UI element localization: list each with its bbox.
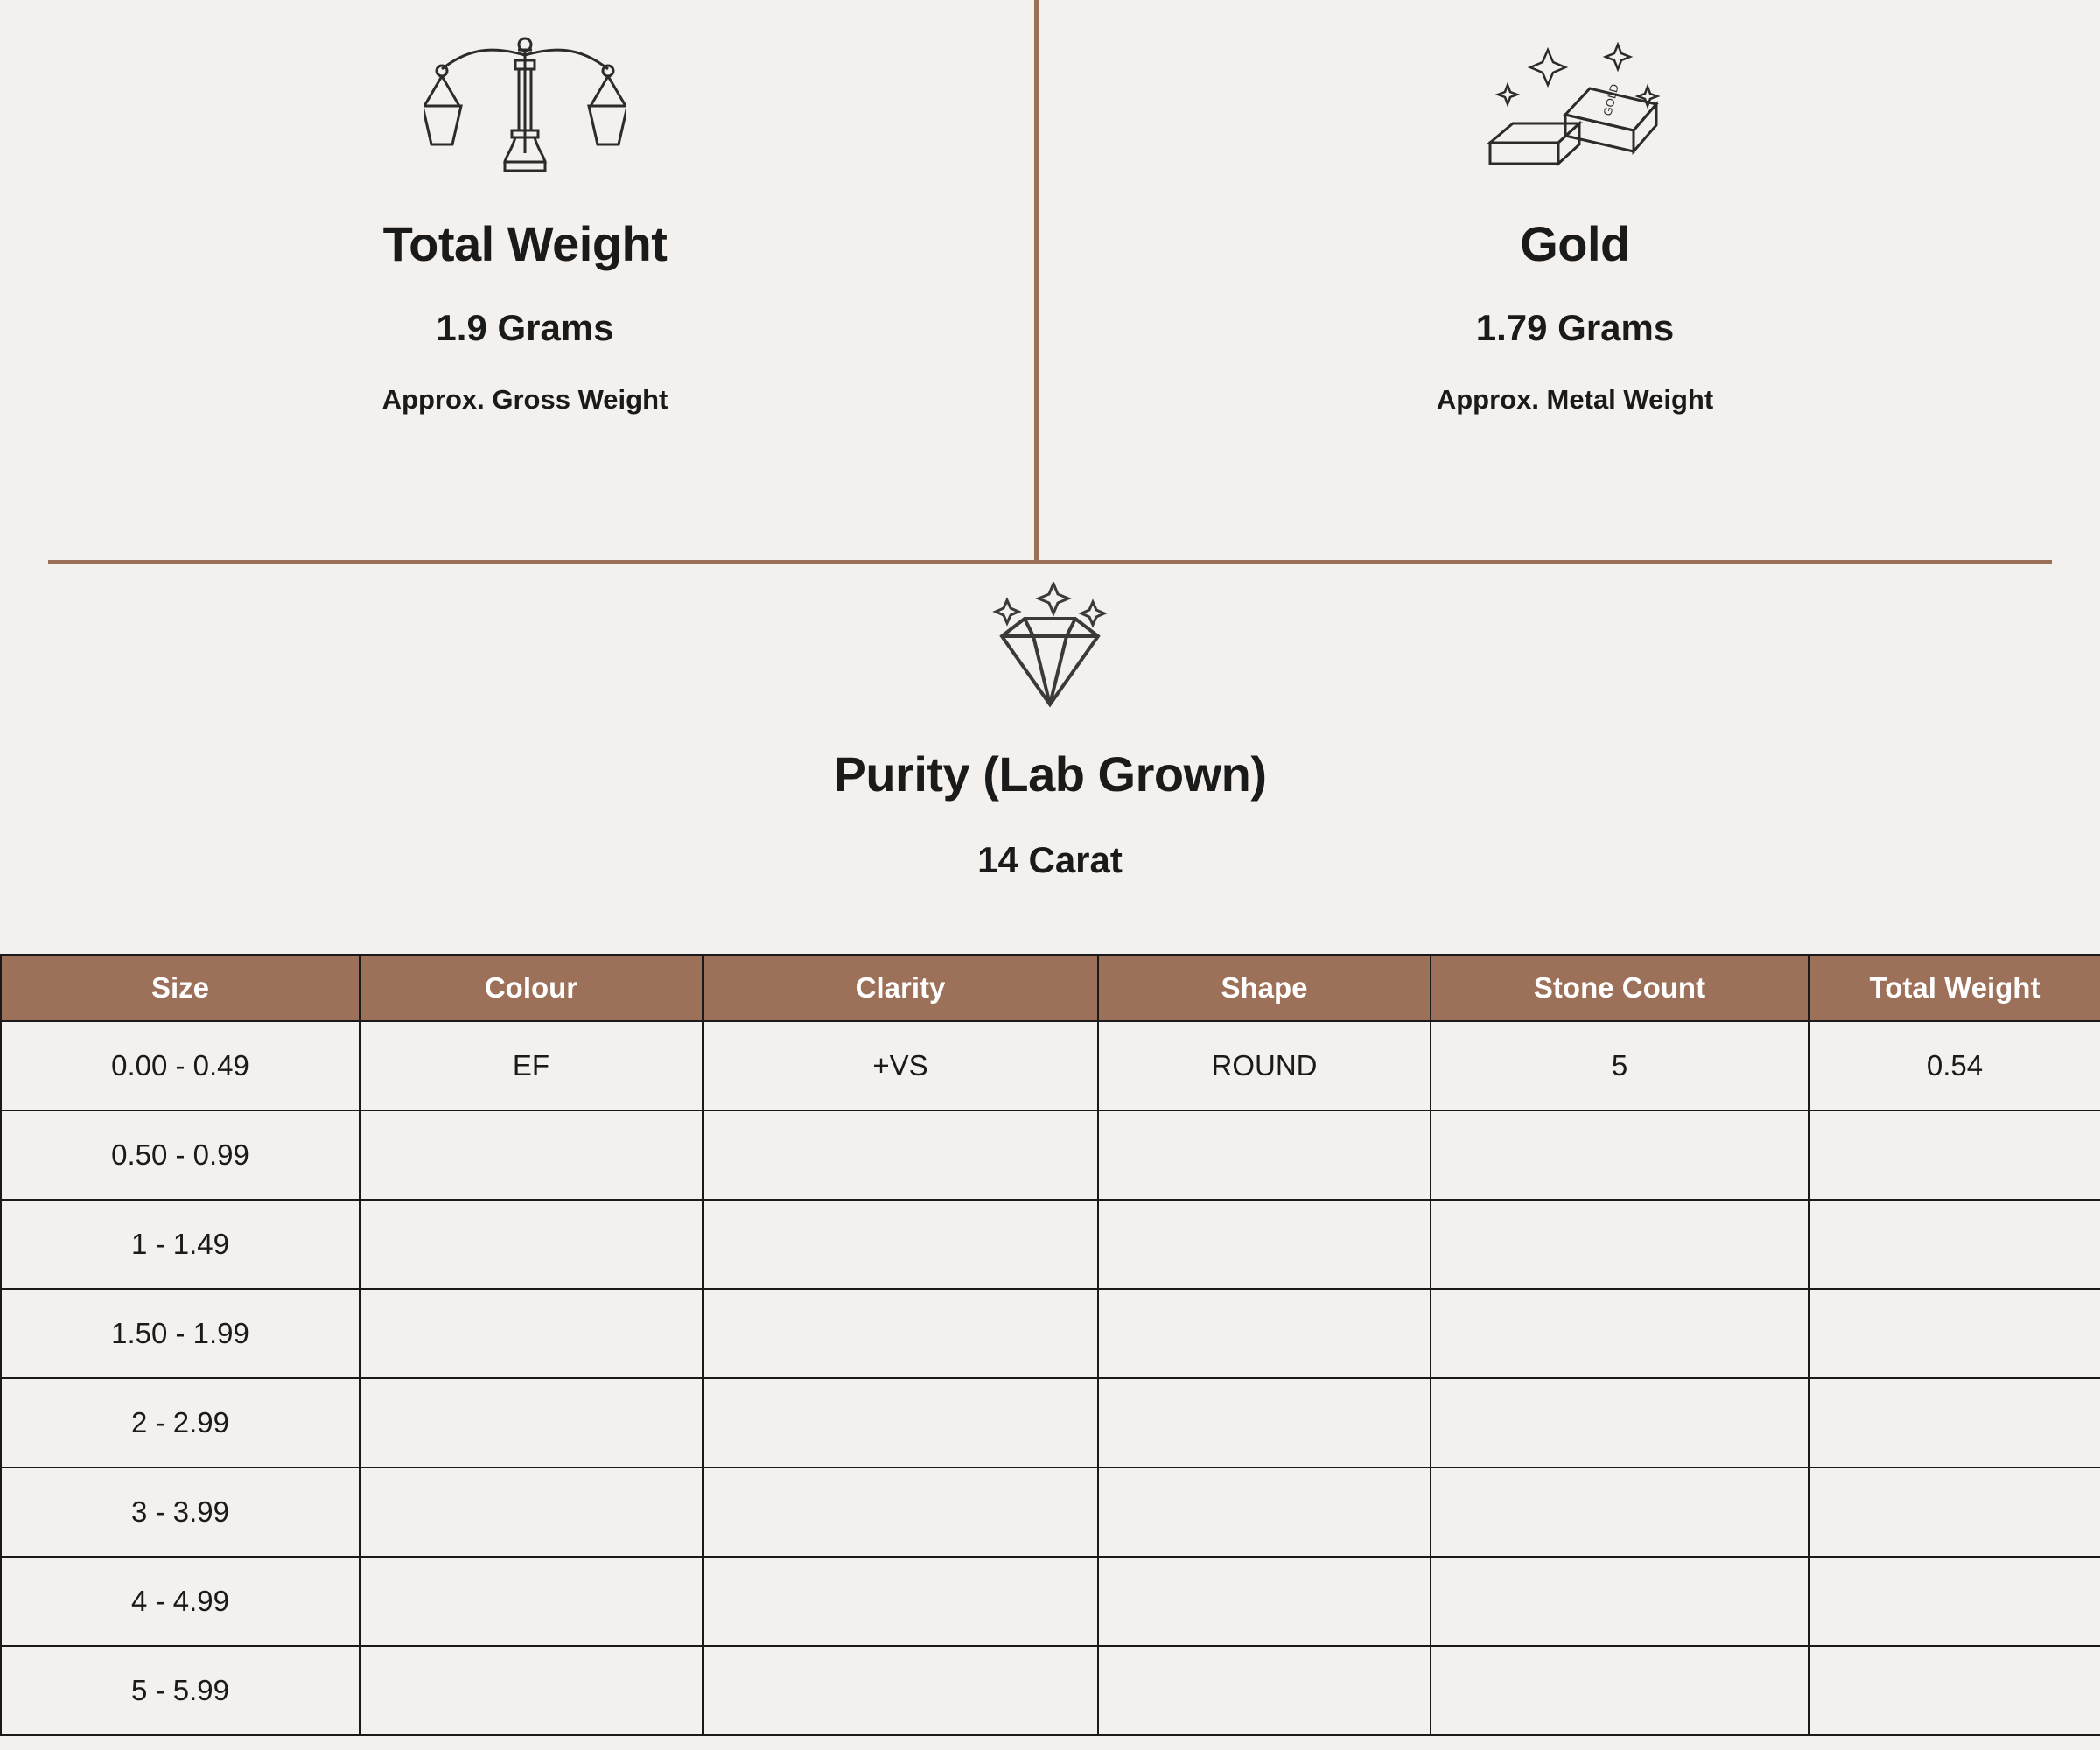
cell-shape <box>1098 1378 1431 1467</box>
cell-size: 0.50 - 0.99 <box>1 1110 360 1200</box>
column-header-colour: Colour <box>360 955 703 1021</box>
cell-stone-count: 5 <box>1431 1021 1809 1110</box>
cell-size: 2 - 2.99 <box>1 1378 360 1467</box>
table-row <box>1 1467 2100 1557</box>
column-header-total-weight: Total Weight <box>1809 955 2100 1021</box>
table-row <box>1 1289 2100 1378</box>
cell-shape <box>1098 1110 1431 1200</box>
cell-stone-count <box>1431 1200 1809 1289</box>
cell-size: 1.50 - 1.99 <box>1 1289 360 1378</box>
gold-bars-icon <box>1474 26 1676 201</box>
cell-clarity <box>703 1557 1098 1646</box>
cell-stone-count <box>1431 1557 1809 1646</box>
column-header-clarity: Clarity <box>703 955 1098 1021</box>
balance-scale-icon <box>424 26 626 201</box>
block-value: 1.9 Grams <box>436 306 614 348</box>
cell-clarity <box>703 1646 1098 1735</box>
table-row <box>1 1378 2100 1467</box>
cell-total-weight: 0.54 <box>1809 1021 2100 1110</box>
cell-clarity <box>703 1467 1098 1557</box>
cell-clarity <box>703 1289 1098 1378</box>
top-summary-section <box>0 0 2100 560</box>
block-subtitle: Approx. Metal Weight <box>1436 383 1714 415</box>
cell-colour <box>360 1467 703 1557</box>
cell-size: 5 - 5.99 <box>1 1646 360 1735</box>
block-subtitle: Approx. Gross Weight <box>382 383 668 415</box>
table-row <box>1 1646 2100 1735</box>
cell-clarity <box>703 1378 1098 1467</box>
cell-clarity <box>703 1110 1098 1200</box>
cell-shape <box>1098 1289 1431 1378</box>
cell-shape <box>1098 1200 1431 1289</box>
cell-colour <box>360 1378 703 1467</box>
total-weight-block <box>0 0 1050 560</box>
cell-total-weight <box>1809 1467 2100 1557</box>
cell-stone-count <box>1431 1646 1809 1735</box>
cell-total-weight <box>1809 1557 2100 1646</box>
cell-colour <box>360 1289 703 1378</box>
table-row <box>1 1557 2100 1646</box>
block-title: Total Weight <box>382 216 668 271</box>
column-header-stone-count: Stone Count <box>1431 955 1809 1021</box>
cell-colour: EF <box>360 1021 703 1110</box>
cell-total-weight <box>1809 1200 2100 1289</box>
cell-total-weight <box>1809 1646 2100 1735</box>
cell-total-weight <box>1809 1378 2100 1467</box>
purity-title: Purity (Lab Grown) <box>833 746 1267 802</box>
cell-stone-count <box>1431 1467 1809 1557</box>
cell-colour <box>360 1110 703 1200</box>
cell-colour <box>360 1557 703 1646</box>
column-header-shape: Shape <box>1098 955 1431 1021</box>
table-row <box>1 1200 2100 1289</box>
cell-stone-count <box>1431 1378 1809 1467</box>
cell-size: 1 - 1.49 <box>1 1200 360 1289</box>
cell-size: 0.00 - 0.49 <box>1 1021 360 1110</box>
cell-clarity <box>703 1200 1098 1289</box>
gold-block <box>1050 0 2100 560</box>
cell-total-weight <box>1809 1289 2100 1378</box>
stone-details-table-wrapper <box>0 954 2100 1736</box>
vertical-divider <box>1034 0 1039 560</box>
cell-colour <box>360 1200 703 1289</box>
block-title: Gold <box>1520 216 1630 271</box>
cell-stone-count <box>1431 1110 1809 1200</box>
cell-size: 4 - 4.99 <box>1 1557 360 1646</box>
purity-value: 14 Carat <box>977 839 1123 880</box>
purity-section <box>0 578 2100 881</box>
cell-shape: ROUND <box>1098 1021 1431 1110</box>
block-value: 1.79 Grams <box>1475 306 1675 348</box>
cell-clarity: +VS <box>703 1021 1098 1110</box>
table-row <box>1 1021 2100 1110</box>
stone-details-table <box>0 954 2100 1736</box>
svg-text:GOLD: GOLD <box>1600 82 1621 117</box>
horizontal-divider <box>48 560 2052 564</box>
cell-shape <box>1098 1557 1431 1646</box>
cell-total-weight <box>1809 1110 2100 1200</box>
cell-shape <box>1098 1467 1431 1557</box>
cell-stone-count <box>1431 1289 1809 1378</box>
column-header-size: Size <box>1 955 360 1021</box>
cell-colour <box>360 1646 703 1735</box>
table-header-row <box>1 955 2100 1021</box>
cell-shape <box>1098 1646 1431 1735</box>
table-row <box>1 1110 2100 1200</box>
diamond-icon <box>976 578 1124 726</box>
cell-size: 3 - 3.99 <box>1 1467 360 1557</box>
